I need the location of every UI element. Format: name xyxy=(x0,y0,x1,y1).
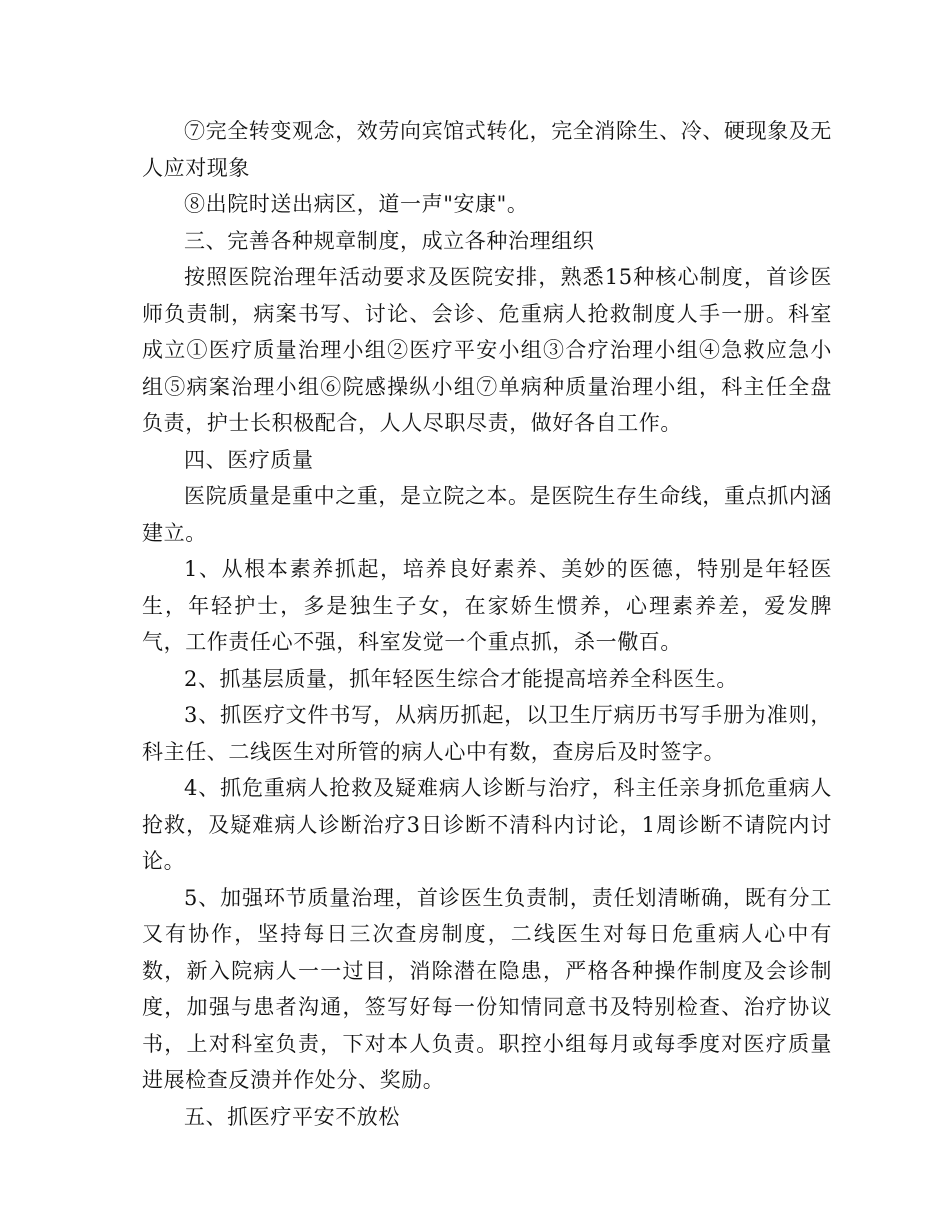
section-heading-medical-quality: 四、医疗质量 xyxy=(184,447,314,472)
list-item-quality-2: 2、抓基层质量，抓年轻医生综合才能提高培养全科医生。 xyxy=(184,666,738,691)
paragraph-rules-and-groups: 按照医院治理年活动要求及医院安排，熟悉15种核心制度，首诊医师负责制，病案书写、讨论、会诊、危重病人抢救制度人手一册。科室成立①医疗质量治理小组②医疗平安小组③合疗治理小组④急救应急小组⑤病案治理小组⑥院感操纵小组⑦单病种质量治理小组，科主任全盘负责，护士长积极配合，人人尽职尽责，做好各自工作。 xyxy=(142,265,832,435)
list-item-quality-3: 3、抓医疗文件书写，从病历抓起，以卫生厅病历书写手册为准则，科主任、二线医生对所管的病人心中有数，查房后及时签字。 xyxy=(142,703,832,764)
paragraph-service-attitude: ⑦完全转变观念，效劳向宾馆式转化，完全消除生、冷、硬现象及无人应对现象 xyxy=(142,119,832,180)
section-heading-medical-safety: 五、抓医疗平安不放松 xyxy=(184,1104,400,1129)
paragraph-quality-intro: 医院质量是重中之重，是立院之本。是医院生存生命线，重点抓内涵建立。 xyxy=(142,484,832,545)
paragraph-discharge-greeting: ⑧出院时送出病区，道一声"安康"。 xyxy=(184,192,529,216)
list-item-quality-5: 5、加强环节质量治理，首诊医生负责制，责任划清晰确，既有分工又有协作，坚持每日三次查房制度，二线医生对每日危重病人心中有数，新入院病人一一过目，消除潜在隐患，严格各种操作制度及会诊制度，加强与患者沟通，签写好每一份知情同意书及特别检查、治疗协议书，上对科室负责，下对本人负责。职控小组每月或每季度对医疗质量进展检查反溃并作处分、奖励。 xyxy=(142,885,832,1092)
document-body xyxy=(142,113,832,1135)
list-item-quality-1: 1、从根本素养抓起，培养良好素养、美妙的医德，特别是年轻医生，年轻护士，多是独生子女，在家娇生惯养，心理素养差，爱发脾气，工作责任心不强，科室发觉一个重点抓，杀一儆百。 xyxy=(142,557,832,654)
list-item-quality-4: 4、抓危重病人抢救及疑难病人诊断与治疗，科主任亲身抓危重病人抢救，及疑难病人诊断治疗3日诊断不清科内讨论，1周诊断不请院内讨论。 xyxy=(142,776,832,873)
section-heading-rules: 三、完善各种规章制度，成立各种治理组织 xyxy=(184,228,595,253)
